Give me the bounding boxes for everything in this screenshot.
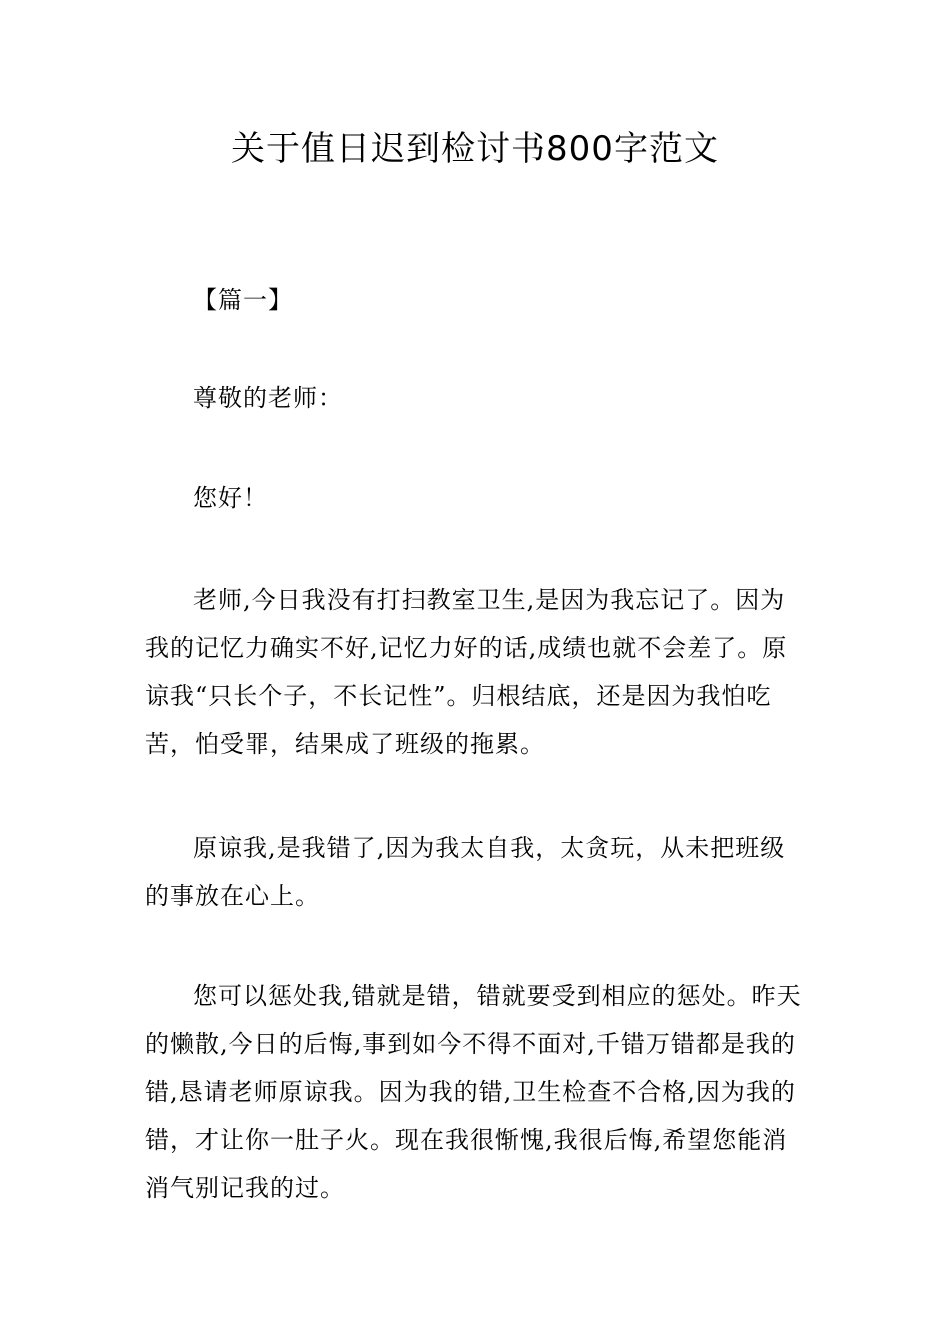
body-paragraph-2: 原谅我,是我错了,因为我太自我，太贪玩，从未把班级的事放在心上。 (145, 834, 786, 910)
section-label: 【篇一】 (193, 286, 293, 314)
salutation: 尊敬的老师： (193, 384, 343, 412)
body-paragraph-1: 老师,今日我没有打扫教室卫生,是因为我忘记了。因为我的记忆力确实不好,记忆力好的话,成绩也就不会差了。原谅我“只长个子，不长记性”。归根结底，还是因为我怕吃苦，怕受罪，结果成了班级的拖累。 (145, 586, 788, 758)
body-paragraph-3: 您可以惩处我,错就是错，错就要受到相应的惩处。昨天的懒散,今日的后悔,事到如今不得不面对,千错万错都是我的错,恳请老师原谅我。因为我的错,卫生检查不合格,因为我的错，才让你一肚子火。现在我很惭愧,我很后悔,希望您能消消气别记我的过。 (145, 982, 802, 1202)
greeting: 您好！ (193, 484, 268, 512)
document-title: 关于值日迟到检讨书800字范文 (231, 129, 719, 169)
